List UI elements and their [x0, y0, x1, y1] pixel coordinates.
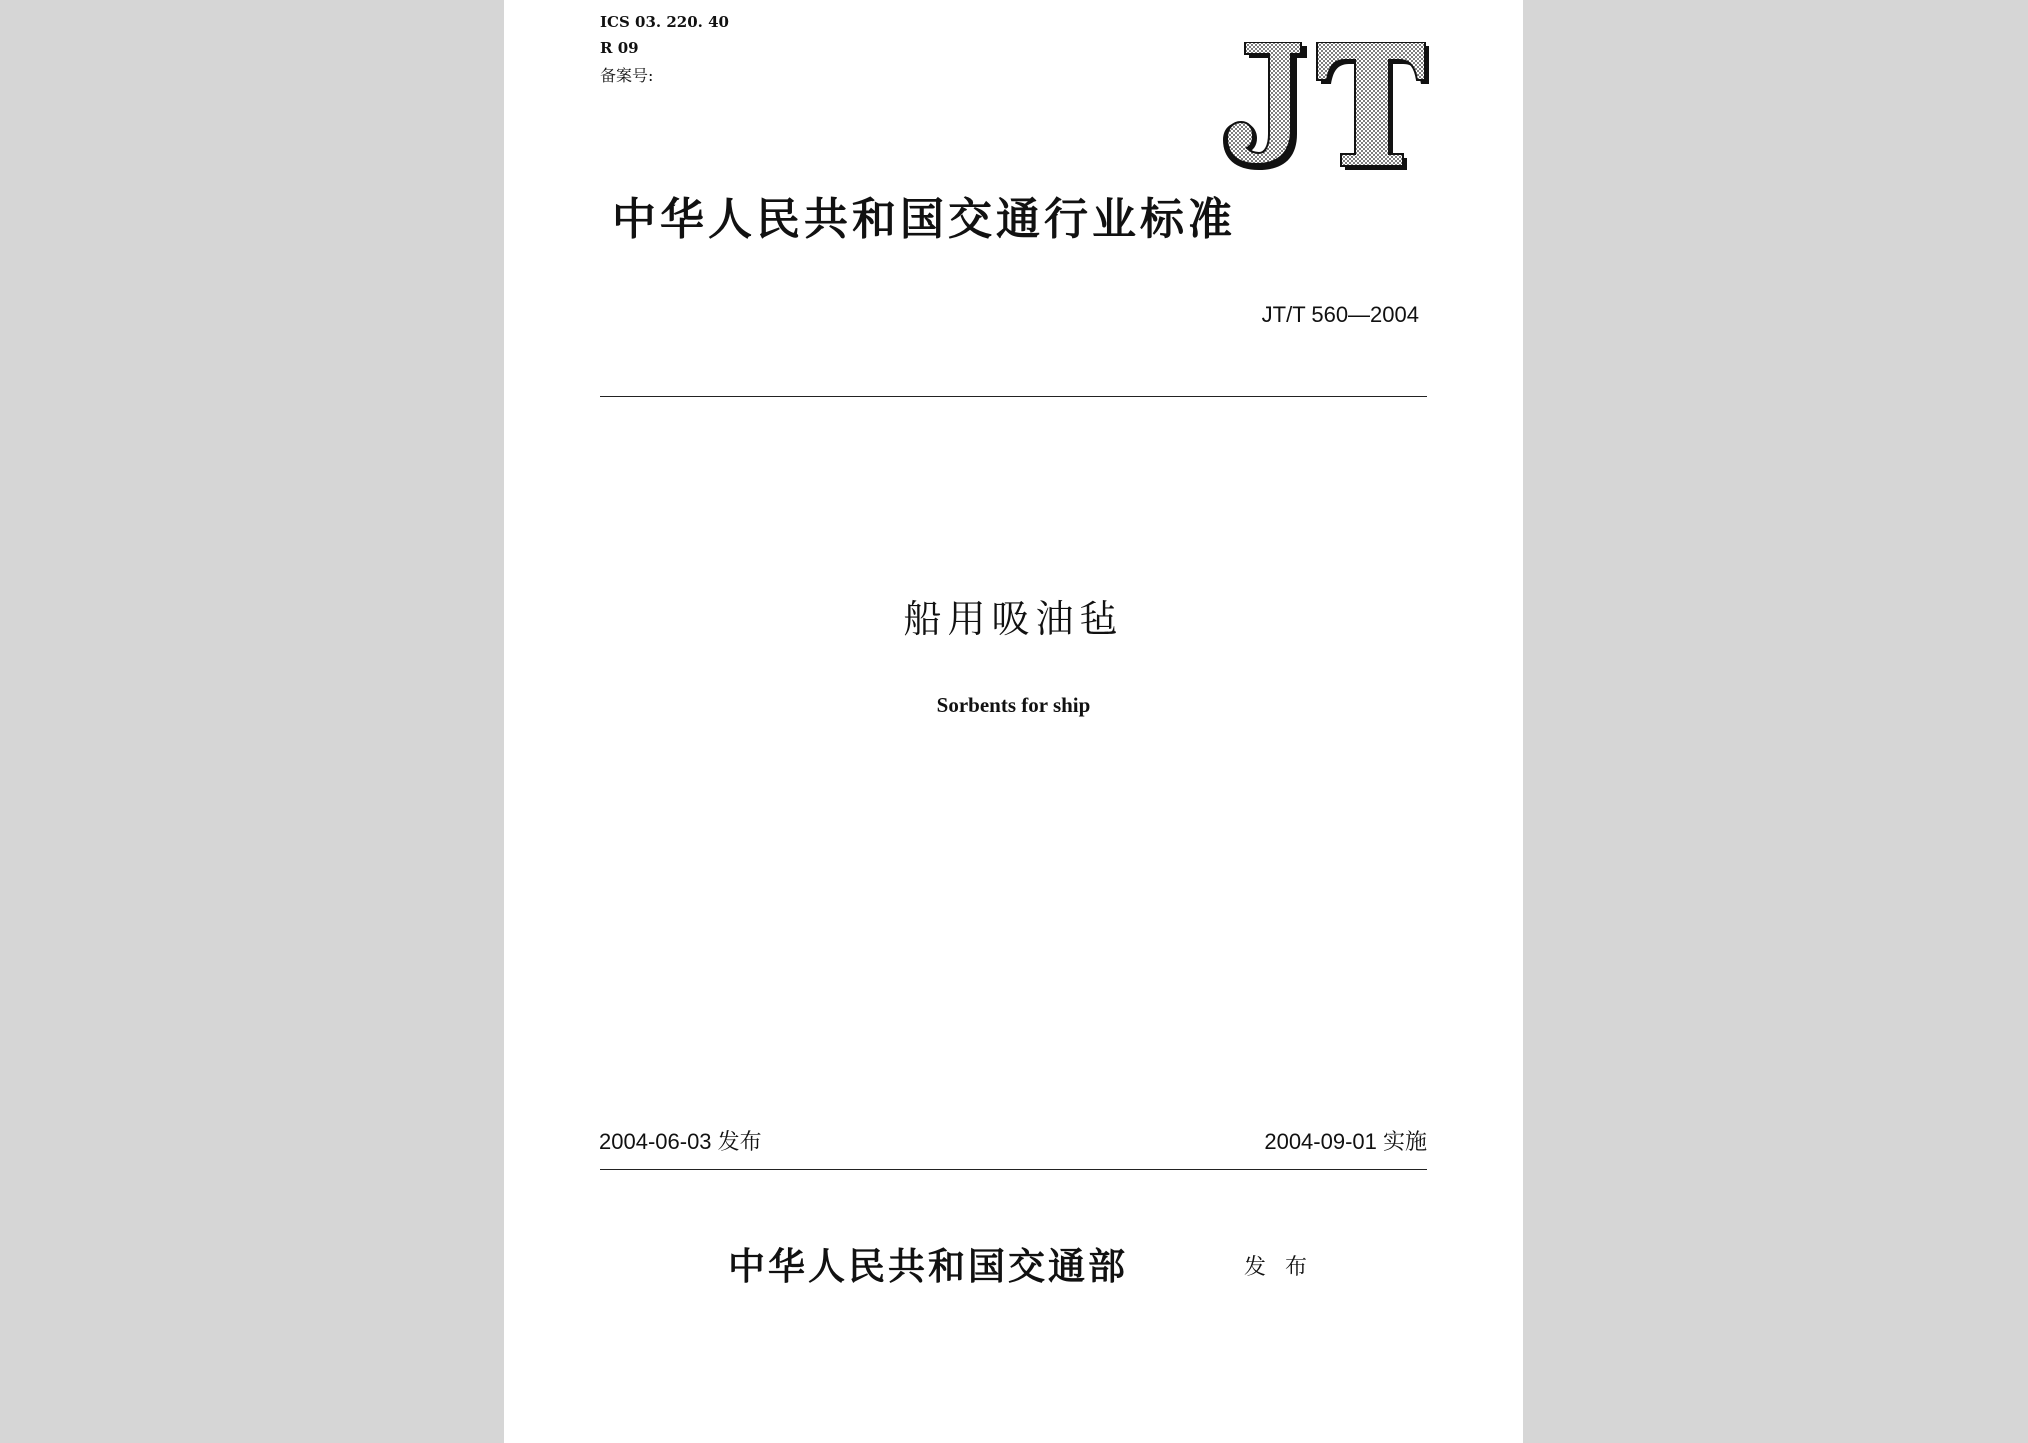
- publish-label: 发 布: [1244, 1255, 1313, 1280]
- document-page: [504, 0, 1523, 1443]
- jt-logo: [1221, 42, 1431, 172]
- ics-code: ICS 03. 220. 40: [600, 13, 729, 31]
- standard-number: JT/T 560—2004: [1261, 302, 1419, 327]
- document-title-chinese: 船用吸油毡: [903, 597, 1124, 641]
- bottom-divider: [600, 1169, 1427, 1170]
- record-number-label: 备案号:: [600, 66, 654, 85]
- standard-title: 中华人民共和国交通行业标准: [612, 194, 1236, 245]
- issue-date: 2004-06-03 发布: [599, 1129, 762, 1154]
- effective-date: 2004-09-01 实施: [1264, 1129, 1427, 1154]
- publisher-name: 中华人民共和国交通部: [728, 1245, 1128, 1288]
- classification-code: R 09: [600, 39, 639, 57]
- document-title-english: Sorbents for ship: [936, 693, 1091, 717]
- top-divider: [600, 396, 1427, 397]
